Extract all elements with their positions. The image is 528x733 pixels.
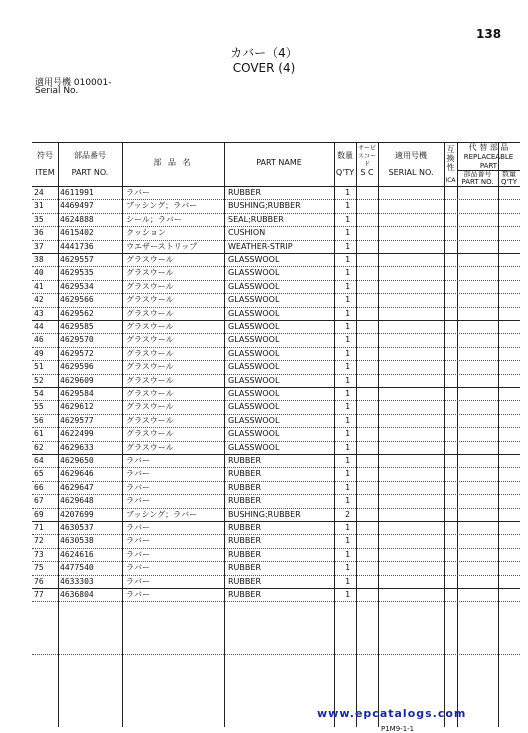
- column-divider: [444, 142, 445, 727]
- header-interchange-en: ICA: [445, 177, 456, 184]
- header-part-no-jp: 部品番号: [74, 151, 106, 160]
- item-number: 36: [34, 228, 44, 238]
- part-name: RUBBER: [228, 469, 262, 479]
- part-name: GLASSWOOL: [228, 335, 280, 345]
- header-qty-jp: 数量: [337, 151, 353, 160]
- item-number: 75: [34, 563, 44, 573]
- quantity: 1: [345, 268, 350, 278]
- header-rep-qty-jp: 数量: [502, 170, 516, 178]
- quantity: 1: [345, 295, 350, 305]
- header-rep-qty-en: Q'TY: [501, 178, 517, 186]
- part-number: 4629566: [60, 295, 94, 305]
- quantity: 1: [345, 469, 350, 479]
- item-number: 35: [34, 214, 44, 224]
- part-number: 4629535: [60, 268, 94, 278]
- item-number: 42: [34, 295, 44, 305]
- quantity: 1: [345, 214, 350, 224]
- header-divider: [457, 170, 520, 171]
- part-name-japanese: ラバー: [126, 469, 150, 479]
- part-name-japanese: グラスウール: [126, 281, 174, 291]
- quantity: 1: [345, 362, 350, 372]
- item-number: 67: [34, 496, 44, 506]
- serial-label-japanese: 適用号機 010001-: [35, 78, 112, 88]
- item-number: 37: [34, 241, 44, 251]
- part-number: 4633303: [60, 576, 94, 586]
- header-serial-jp: 適用号機: [395, 151, 427, 160]
- quantity: 1: [345, 322, 350, 331]
- part-name: GLASSWOOL: [228, 348, 280, 358]
- page-number: 138: [476, 27, 502, 41]
- part-name-japanese: ウエザーストリップ: [126, 241, 198, 251]
- part-number: 4629584: [60, 389, 94, 398]
- part-name-japanese: ラバー: [126, 536, 150, 546]
- quantity: 1: [345, 402, 350, 412]
- table-row: [32, 481, 520, 494]
- row-separator: [32, 494, 520, 495]
- footer-code: P1M9-1-1: [381, 725, 415, 733]
- table-row: [32, 454, 520, 467]
- row-separator: [32, 427, 520, 428]
- row-separator: [32, 293, 520, 294]
- row-separator: [32, 548, 520, 549]
- part-number: 4624888: [60, 214, 94, 224]
- table-row: [32, 186, 520, 199]
- part-number: 4629585: [60, 322, 94, 331]
- item-number: 65: [34, 469, 44, 479]
- item-number: 31: [34, 201, 44, 211]
- header-replaceable-en1: REPLACEABLE: [463, 153, 514, 161]
- part-name: GLASSWOOL: [228, 268, 280, 278]
- quantity: 1: [345, 335, 350, 345]
- part-name-japanese: グラスウール: [126, 295, 174, 305]
- item-number: 76: [34, 576, 44, 586]
- group-separator: [32, 521, 520, 522]
- item-number: 72: [34, 536, 44, 546]
- item-number: 41: [34, 281, 44, 291]
- row-separator: [32, 333, 520, 334]
- part-name-japanese: グラスウール: [126, 375, 174, 385]
- part-name-japanese: ラバー: [126, 496, 150, 506]
- row-separator: [32, 467, 520, 468]
- quantity: 1: [345, 255, 350, 264]
- table-row: [32, 427, 520, 440]
- row-separator: [32, 561, 520, 562]
- item-number: 56: [34, 415, 44, 425]
- quantity: 1: [345, 482, 350, 492]
- row-separator: [32, 280, 520, 281]
- part-number: 4441736: [60, 241, 94, 251]
- item-number: 69: [34, 509, 44, 519]
- part-name-japanese: グラスウール: [126, 255, 174, 264]
- serial-label-english: Serial No.: [35, 86, 79, 96]
- quantity: 1: [345, 281, 350, 291]
- quantity: 1: [345, 496, 350, 506]
- part-number: 4629646: [60, 469, 94, 479]
- part-name-japanese: グラスウール: [126, 322, 174, 331]
- part-name: CUSHION: [228, 228, 266, 238]
- quantity: 1: [345, 429, 350, 439]
- part-number: 4477540: [60, 563, 94, 573]
- part-name: GLASSWOOL: [228, 295, 280, 305]
- part-number: 4630537: [60, 523, 94, 532]
- item-number: 73: [34, 549, 44, 559]
- table-row: [32, 508, 520, 521]
- header-item-en: ITEM: [35, 168, 55, 177]
- part-name: GLASSWOOL: [228, 362, 280, 372]
- item-number: 77: [34, 590, 44, 599]
- part-name: GLASSWOOL: [228, 429, 280, 439]
- part-number: 4629633: [60, 442, 94, 452]
- header-part-name-jp: 部 品 名: [153, 158, 193, 167]
- row-separator: [32, 347, 520, 348]
- part-name: RUBBER: [228, 523, 262, 532]
- row-separator: [32, 601, 520, 602]
- item-number: 61: [34, 429, 44, 439]
- item-number: 49: [34, 348, 44, 358]
- table-row: [32, 240, 520, 253]
- header-replaceable-jp: 代 替 部 品: [468, 143, 509, 152]
- column-divider: [378, 142, 379, 727]
- column-divider: [334, 142, 335, 727]
- table-row: [32, 575, 520, 588]
- part-name-japanese: グラスウール: [126, 348, 174, 358]
- part-number: 4629648: [60, 496, 94, 506]
- table-row: [32, 374, 520, 387]
- group-separator: [32, 454, 520, 455]
- row-separator: [32, 441, 520, 442]
- header-item-jp: 符号: [37, 151, 53, 160]
- table-row: [32, 320, 520, 333]
- item-number: 44: [34, 322, 44, 331]
- item-number: 46: [34, 335, 44, 345]
- part-name-japanese: グラスウール: [126, 442, 174, 452]
- item-number: 66: [34, 482, 44, 492]
- header-replaceable-en2: PART: [479, 162, 498, 170]
- part-number: 4629647: [60, 482, 94, 492]
- part-name: GLASSWOOL: [228, 415, 280, 425]
- header-serial-en: SERIAL NO.: [388, 168, 434, 177]
- part-name-japanese: ラバー: [126, 590, 150, 599]
- header-part-name-en: PART NAME: [256, 158, 302, 167]
- group-separator: [32, 320, 520, 321]
- table-row: [32, 199, 520, 212]
- part-number: 4629612: [60, 402, 94, 412]
- item-number: 52: [34, 375, 44, 385]
- row-separator: [32, 481, 520, 482]
- table-row: [32, 307, 520, 320]
- table-row: [32, 253, 520, 266]
- row-separator: [32, 374, 520, 375]
- item-number: 24: [34, 188, 44, 197]
- header-qty-en: Q'TY: [335, 168, 355, 177]
- part-number: 4469497: [60, 201, 94, 211]
- header-service-code-en: S C: [360, 168, 374, 177]
- part-number: 4629609: [60, 375, 94, 385]
- part-name-japanese: グラスウール: [126, 389, 174, 398]
- table-row: [32, 347, 520, 360]
- part-name: GLASSWOOL: [228, 322, 280, 331]
- row-separator: [32, 414, 520, 415]
- quantity: 1: [345, 348, 350, 358]
- row-separator: [32, 534, 520, 535]
- item-number: 55: [34, 402, 44, 412]
- header-service-code-jp: サービ スコード: [357, 145, 376, 168]
- quantity: 1: [345, 389, 350, 398]
- quantity: 1: [345, 241, 350, 251]
- column-divider: [356, 142, 357, 727]
- quantity: 1: [345, 188, 350, 197]
- group-separator: [32, 253, 520, 254]
- part-name-japanese: ラバー: [126, 523, 150, 532]
- quantity: 1: [345, 549, 350, 559]
- part-number: 4207699: [60, 509, 94, 519]
- page-title-english: COVER (4): [232, 61, 296, 75]
- row-separator: [32, 266, 520, 267]
- group-separator: [32, 387, 520, 388]
- part-name: GLASSWOOL: [228, 308, 280, 318]
- part-name-japanese: ラバー: [126, 456, 150, 465]
- part-name: RUBBER: [228, 576, 262, 586]
- part-number: 4611991: [60, 188, 94, 197]
- part-number: 4629596: [60, 362, 94, 372]
- table-row: [32, 266, 520, 279]
- part-name: RUBBER: [228, 482, 262, 492]
- part-number: 4624616: [60, 549, 94, 559]
- part-name: RUBBER: [228, 536, 262, 546]
- watermark: www.epcatalogs.com: [317, 707, 467, 720]
- row-separator: [32, 240, 520, 241]
- part-name-japanese: シール；ラバー: [126, 214, 182, 224]
- part-name-japanese: ブッシング；ラバー: [126, 201, 198, 211]
- part-name-japanese: グラスウール: [126, 402, 174, 412]
- row-separator: [32, 360, 520, 361]
- part-name: GLASSWOOL: [228, 389, 280, 398]
- quantity: 1: [345, 442, 350, 452]
- item-number: 38: [34, 255, 44, 264]
- table-row: [32, 213, 520, 226]
- part-number: 4629534: [60, 281, 94, 291]
- part-number: 4629650: [60, 456, 94, 465]
- part-name-japanese: ラバー: [126, 549, 150, 559]
- part-name-japanese: グラスウール: [126, 335, 174, 345]
- table-row: [32, 521, 520, 534]
- part-name-japanese: クッション: [126, 228, 166, 238]
- part-name-japanese: グラスウール: [126, 429, 174, 439]
- column-divider: [457, 142, 458, 727]
- table-row: [32, 441, 520, 454]
- table-row: [32, 548, 520, 561]
- row-separator: [32, 575, 520, 576]
- table-row: [32, 333, 520, 346]
- page-title-japanese: カバー（4）: [230, 46, 298, 60]
- part-name: RUBBER: [228, 496, 262, 506]
- table-row: [32, 387, 520, 400]
- part-number: 4629577: [60, 415, 94, 425]
- quantity: 1: [345, 415, 350, 425]
- table-row: [32, 467, 520, 480]
- part-number: 4629570: [60, 335, 94, 345]
- row-separator: [32, 226, 520, 227]
- quantity: 2: [345, 509, 350, 519]
- item-number: 43: [34, 308, 44, 318]
- header-interchange-jp: 互換性: [446, 145, 455, 172]
- part-name: RUBBER: [228, 549, 262, 559]
- quantity: 1: [345, 590, 350, 599]
- part-number: 4622499: [60, 429, 94, 439]
- table-row: [32, 400, 520, 413]
- part-name-japanese: グラスウール: [126, 415, 174, 425]
- table-row: [32, 534, 520, 547]
- part-name: WEATHER-STRIP: [228, 241, 293, 251]
- table-header: [32, 142, 520, 187]
- row-separator: [32, 307, 520, 308]
- item-number: 54: [34, 389, 44, 398]
- part-number: 4629557: [60, 255, 94, 264]
- row-separator: [32, 199, 520, 200]
- part-name: GLASSWOOL: [228, 402, 280, 412]
- part-name-japanese: ラバー: [126, 188, 150, 197]
- column-divider: [122, 142, 123, 727]
- quantity: 1: [345, 563, 350, 573]
- part-name-japanese: ラバー: [126, 563, 150, 573]
- part-name-japanese: ラバー: [126, 576, 150, 586]
- row-separator: [32, 400, 520, 401]
- part-name: GLASSWOOL: [228, 255, 280, 264]
- table-row: [32, 588, 520, 601]
- quantity: 1: [345, 523, 350, 532]
- quantity: 1: [345, 536, 350, 546]
- table-row: [32, 561, 520, 574]
- quantity: 1: [345, 308, 350, 318]
- table-row: [32, 414, 520, 427]
- part-name-japanese: ブッシング；ラバー: [126, 509, 198, 519]
- header-part-no-en: PART NO.: [71, 168, 109, 177]
- header-rep-part-no-jp: 部品番号: [463, 170, 492, 178]
- quantity: 1: [345, 201, 350, 211]
- part-name: SEAL;RUBBER: [228, 214, 284, 224]
- part-name: GLASSWOOL: [228, 442, 280, 452]
- table-row: [32, 280, 520, 293]
- part-name: BUSHING;RUBBER: [228, 201, 301, 211]
- part-number: 4630538: [60, 536, 94, 546]
- table-row: [32, 494, 520, 507]
- part-name-japanese: グラスウール: [126, 362, 174, 372]
- part-name: RUBBER: [228, 188, 262, 197]
- table-row: [32, 360, 520, 373]
- part-name-japanese: グラスウール: [126, 308, 174, 318]
- item-number: 51: [34, 362, 44, 372]
- item-number: 40: [34, 268, 44, 278]
- part-name: BUSHING;RUBBER: [228, 509, 301, 519]
- quantity: 1: [345, 456, 350, 465]
- table-row: [32, 293, 520, 306]
- row-separator: [32, 213, 520, 214]
- quantity: 1: [345, 375, 350, 385]
- column-divider: [498, 142, 499, 727]
- group-separator: [32, 588, 520, 589]
- table-bottom-rule: [32, 654, 520, 655]
- row-separator: [32, 508, 520, 509]
- part-number: 4615402: [60, 228, 94, 238]
- quantity: 1: [345, 228, 350, 238]
- part-name-japanese: グラスウール: [126, 268, 174, 278]
- part-number: 4629572: [60, 348, 94, 358]
- item-number: 64: [34, 456, 44, 465]
- table-row: [32, 226, 520, 239]
- item-number: 62: [34, 442, 44, 452]
- part-name: RUBBER: [228, 563, 262, 573]
- part-name: GLASSWOOL: [228, 375, 280, 385]
- part-name: RUBBER: [228, 590, 262, 599]
- header-rep-part-no-en: PART NO.: [461, 178, 494, 186]
- part-name-japanese: ラバー: [126, 482, 150, 492]
- column-divider: [224, 142, 225, 727]
- part-name: RUBBER: [228, 456, 262, 465]
- column-divider: [58, 142, 59, 727]
- part-number: 4636804: [60, 590, 94, 599]
- part-name: GLASSWOOL: [228, 281, 280, 291]
- part-number: 4629562: [60, 308, 94, 318]
- item-number: 71: [34, 523, 44, 532]
- quantity: 1: [345, 576, 350, 586]
